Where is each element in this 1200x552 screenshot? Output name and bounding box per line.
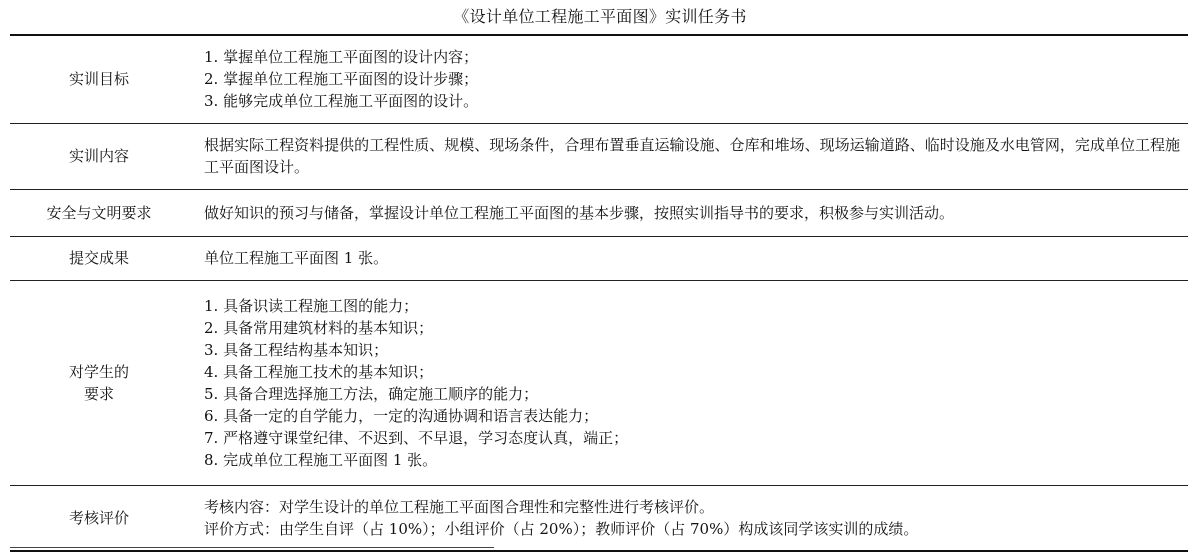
- requirements-content: [188, 280, 1188, 485]
- table-row-content: [10, 123, 1188, 189]
- safety-label: 安全与文明要求: [46, 203, 152, 222]
- requirements-label-line: 对学生的: [68, 362, 129, 381]
- goals-item: 2. 掌握单位工程施工平面图的设计步骤；: [204, 70, 479, 89]
- goals-item: 1. 掌握单位工程施工平面图的设计内容；: [204, 48, 479, 67]
- table-row-assessment: [10, 485, 1188, 551]
- assessment-item: 评价方式：由学生自评（占 10%）；小组评价（占 20%）；教师评价（占 70%）构成该同学该实训的成绩。: [204, 519, 919, 538]
- content-text: 根据实际工程资料提供的工程性质、规模、现场条件，合理布置垂直运输设施、仓库和堆场、现场运输道路、临时设施及水电管网，完成单位工程施工平面图设计。: [204, 136, 1180, 176]
- assessment-label: 考核评价: [68, 508, 129, 527]
- requirement-item: 5. 具备合理选择施工方法，确定施工顺序的能力；: [204, 384, 539, 403]
- goals-label: 实训目标: [68, 70, 129, 89]
- result-text: 单位工程施工平面图 1 张。: [204, 249, 389, 267]
- safety-text: 做好知识的预习与储备，掌握设计单位工程施工平面图的基本步骤，按照实训指导书的要求，积极参与实训活动。: [204, 203, 955, 222]
- result-label: 提交成果: [68, 249, 129, 267]
- requirements-label-line: 要求: [83, 384, 114, 403]
- document-title: 《设计单位工程施工平面图》实训任务书: [453, 7, 747, 26]
- requirement-item: 2. 具备常用建筑材料的基本知识；: [204, 318, 434, 337]
- requirement-item: 6. 具备一定的自学能力，一定的沟通协调和语言表达能力；: [204, 406, 599, 425]
- content-text-cell: [188, 123, 1188, 189]
- footnote-divider: [10, 547, 494, 548]
- table-row-requirements: [10, 280, 1188, 485]
- requirement-item: 4. 具备工程施工技术的基本知识；: [204, 362, 434, 381]
- requirement-item: 1. 具备识读工程施工图的能力；: [204, 296, 419, 315]
- goals-content: [188, 35, 1188, 123]
- result-text-cell: [188, 236, 1188, 280]
- table-row-safety: [10, 189, 1188, 236]
- goals-item: 3. 能够完成单位工程施工平面图的设计。: [204, 92, 479, 111]
- table-row-goals: [10, 35, 1188, 123]
- table-row-result: [10, 236, 1188, 280]
- assessment-item: 考核内容：对学生设计的单位工程施工平面图合理性和完整性进行考核评价。: [204, 497, 715, 516]
- content-label: 实训内容: [68, 147, 129, 165]
- requirement-item: 3. 具备工程结构基本知识；: [204, 340, 389, 359]
- safety-text-cell: [188, 189, 1188, 236]
- requirement-item: 8. 完成单位工程施工平面图 1 张。: [204, 450, 438, 469]
- training-task-table: [10, 34, 1188, 552]
- requirements-label: [10, 280, 188, 485]
- requirement-item: 7. 严格遵守课堂纪律、不迟到、不早退，学习态度认真，端正；: [204, 428, 629, 447]
- assessment-content: [188, 485, 1188, 551]
